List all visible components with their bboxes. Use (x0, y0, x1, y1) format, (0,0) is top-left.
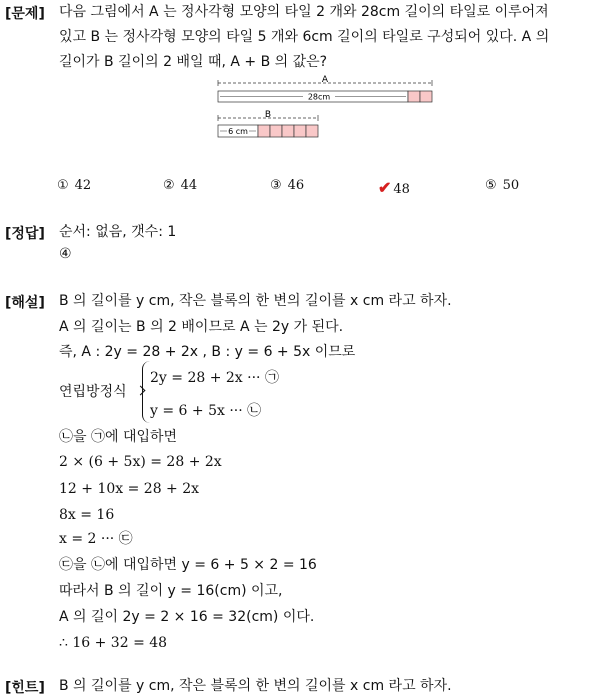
choice-1-mark: ① (57, 178, 69, 193)
answer-order-count: 순서: 없음, 갯수: 1 (59, 224, 177, 240)
equation-1: 2y = 28 + 2x ··· ㉠ (150, 370, 279, 386)
choice-3[interactable] (270, 178, 304, 193)
solution-line-14: A 의 길이 2y = 2 × 16 = 32(cm) 이다. (59, 609, 315, 625)
solution-line-11: x = 2 ··· ㉢ (59, 531, 133, 547)
solution-line-1: B 의 길이를 y cm, 작은 블록의 한 변의 길이를 x cm 라고 하자. (59, 293, 452, 309)
choice-2[interactable] (163, 178, 197, 193)
choice-2-mark: ② (163, 178, 175, 193)
answer-label: [정답] (5, 226, 45, 242)
solution-line-13: 따라서 B 의 길이 y = 16(cm) 이고, (59, 583, 283, 599)
hint-line-1: B 의 길이를 y cm, 작은 블록의 한 변의 길이를 x cm 라고 하자. (59, 678, 452, 694)
figure-b-tile-3 (282, 125, 294, 137)
figure-a-label: A (321, 75, 329, 85)
problem-label: [문제] (5, 6, 45, 22)
choice-5[interactable] (485, 178, 519, 193)
figure-b-tile-5 (306, 125, 318, 137)
problem-line-1: 다음 그림에서 A 는 정사각형 모양의 타일 2 개와 28cm 길이의 타일로 이루어져 (59, 4, 549, 20)
solution-line-8: 2 × (6 + 5x) = 28 + 2x (59, 454, 222, 470)
choice-5-mark: ⑤ (485, 178, 497, 193)
answer-choice: ④ (59, 246, 72, 262)
solution-label: [해설] (5, 295, 45, 311)
problem-line-3: 길이가 B 길이의 2 배일 때, A + B 의 값은? (59, 54, 328, 70)
solution-line-9: 12 + 10x = 28 + 2x (59, 481, 200, 497)
solution-line-3: 즉, A : 2y = 28 + 2x , B : y = 6 + 5x 이므로 (59, 344, 356, 360)
choice-4[interactable] (378, 178, 410, 197)
tile-figure (210, 72, 440, 142)
hint-label: [힌트] (5, 680, 45, 696)
solution-line-4: 연립방정식 (59, 384, 127, 400)
choice-1[interactable] (57, 178, 91, 193)
figure-b-tile-2 (270, 125, 282, 137)
solution-line-12: ㉢을 ㉡에 대입하면 y = 6 + 5 × 2 = 16 (59, 557, 317, 573)
choice-4-value: 48 (393, 182, 410, 197)
solution-line-7: ㉡을 ㉠에 대입하면 (59, 429, 178, 445)
choice-5-value: 50 (502, 178, 520, 193)
figure-a-tile-1 (408, 91, 420, 102)
problem-line-2: 있고 B 는 정사각형 모양의 타일 5 개와 6cm 길이의 타일로 구성되어 있다. A 의 (59, 29, 550, 45)
choice-2-value: 44 (180, 178, 198, 193)
choice-1-value: 42 (74, 178, 92, 193)
figure-a-length: 28cm (307, 92, 331, 102)
choice-3-mark: ③ (270, 178, 282, 193)
solution-line-10: 8x = 16 (59, 507, 115, 523)
figure-b-length: 6 cm (228, 127, 248, 136)
figure-a-tile-2 (420, 91, 432, 102)
figure-b-tile-4 (294, 125, 306, 137)
choice-3-value: 46 (287, 178, 305, 193)
figure-b-tile-1 (258, 125, 270, 137)
solution-line-2: A 의 길이는 B 의 2 배이므로 A 는 2y 가 된다. (59, 319, 344, 335)
figure-b-label: B (264, 110, 272, 120)
solution-line-15: ∴ 16 + 32 = 48 (59, 635, 168, 651)
checkmark-icon: ✔ (378, 178, 392, 197)
equation-2: y = 6 + 5x ··· ㉡ (150, 403, 262, 419)
